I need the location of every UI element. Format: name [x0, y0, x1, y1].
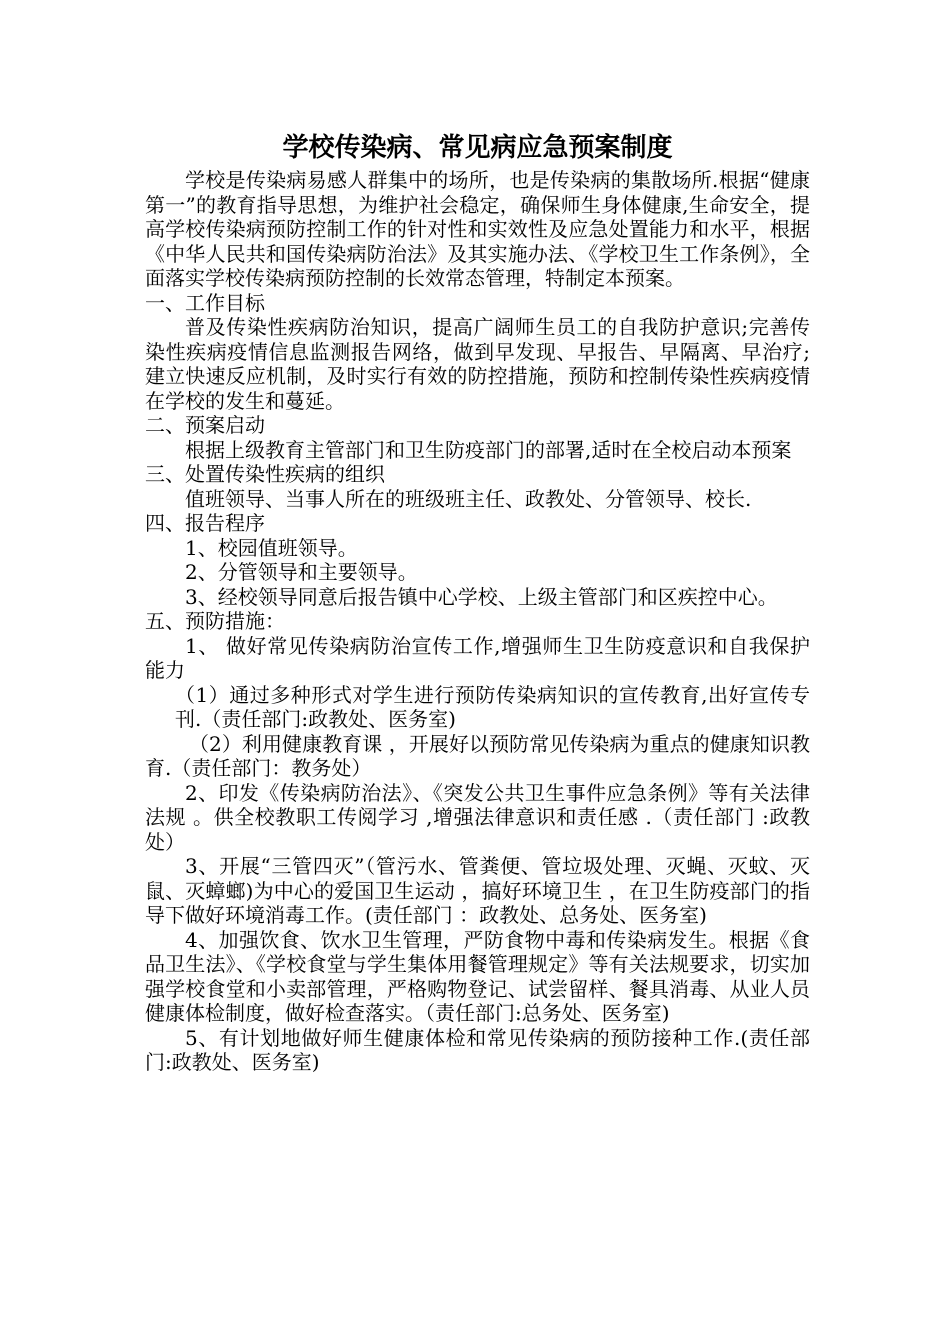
measure-1-sub-2: （2）利用健康教育课 ，开展好以预防常见传染病为重点的健康知识教育.（责任部门：教务处）	[145, 731, 810, 780]
document-title: 学校传染病、常见病应急预案制度	[282, 133, 673, 163]
measure-2: 2、印发《传染病防治法》、《突发公共卫生事件应急条例》等有关法律法规 。供全校教职工传阅学习 ,增强法律意识和责任感 .（责任部门 :政教处）	[145, 780, 810, 854]
measure-1-sub-1-text: （1）通过多种形式对学生进行预防传染病知识的宣传教育,出好宣传专刊.（责任部门:政教处、医务室)	[175, 682, 810, 731]
measure-1-sub-1	[145, 683, 810, 732]
section-5-heading: 五、预防措施：	[145, 609, 285, 633]
section-2-heading: 二、预案启动	[145, 413, 265, 437]
report-step: 3、经校领导同意后报告镇中心学校、上级主管部门和区疾控中心。	[185, 584, 778, 609]
section-1-body: 普及传染性疾病防治知识，提高广阔师生员工的自我防护意识;完善传染性疾病疫情信息监测报告网络，做到早发现、早报告、早隔离、早治疗;建立快速反应机制，及时实行有效的防控措施，预防和控制传染性疾病疫情在学校的发生和蔓延。	[145, 315, 810, 413]
section-1-heading: 一、工作目标	[145, 290, 265, 315]
measure-4: 4、加强饮食、饮水卫生管理，严防食物中毒和传染病发生。根据《食品卫生法》、《学校食堂与学生集体用餐管理规定》等有关法规要求，切实加强学校食堂和小卖部管理，严格购物登记、试尝留样、餐具消毒、从业人员健康体检制度，做好检查落实。（责任部门:总务处、医务室)	[145, 927, 810, 1025]
report-step: 2、分管领导和主要领导。	[185, 560, 418, 584]
intro-paragraph: 学校是传染病易感人群集中的场所，也是传染病的集散场所.根据“健康第一”的教育指导思想，为维护社会稳定，确保师生身体健康,生命安全，提高学校传染病预防控制工作的针对性和实效性及应急处置能力和水平，根据《中华人民共和国传染病防治法》及其实施办法、《学校卫生工作条例》，全面落实学校传染病预防控制的长效常态管理，特制定本预案。	[145, 168, 810, 290]
section-3-heading: 三、处置传染性疾病的组织	[145, 462, 385, 486]
section-4-heading: 四、报告程序	[145, 511, 265, 535]
document-page	[145, 128, 810, 1075]
section-3-body: 值班领导、当事人所在的班级班主任、政教处、分管领导、校长.	[185, 486, 752, 511]
measure-5: 5、有计划地做好师生健康体检和常见传染病的预防接种工作.(责任部门:政教处、医务室)	[145, 1025, 810, 1074]
measure-3: 3、开展“三管四灭”（管污水、管粪便、管垃圾处理、灭蝇、灭蚊、灭鼠、灭蟑螂)为中心的爱国卫生运动 ，搞好环境卫生 ，在卫生防疫部门的指导下做好环境消毒工作。(责任部门 ：政教处、总务处、医务室)	[145, 854, 810, 927]
measure-1: 1、 做好常见传染病防治宣传工作,增强师生卫生防疫意识和自我保护能力	[145, 633, 810, 682]
report-step: 1、校园值班领导。	[185, 535, 358, 560]
section-2-body: 根据上级教育主管部门和卫生防疫部门的部署,适时在全校启动本预案	[185, 437, 792, 462]
